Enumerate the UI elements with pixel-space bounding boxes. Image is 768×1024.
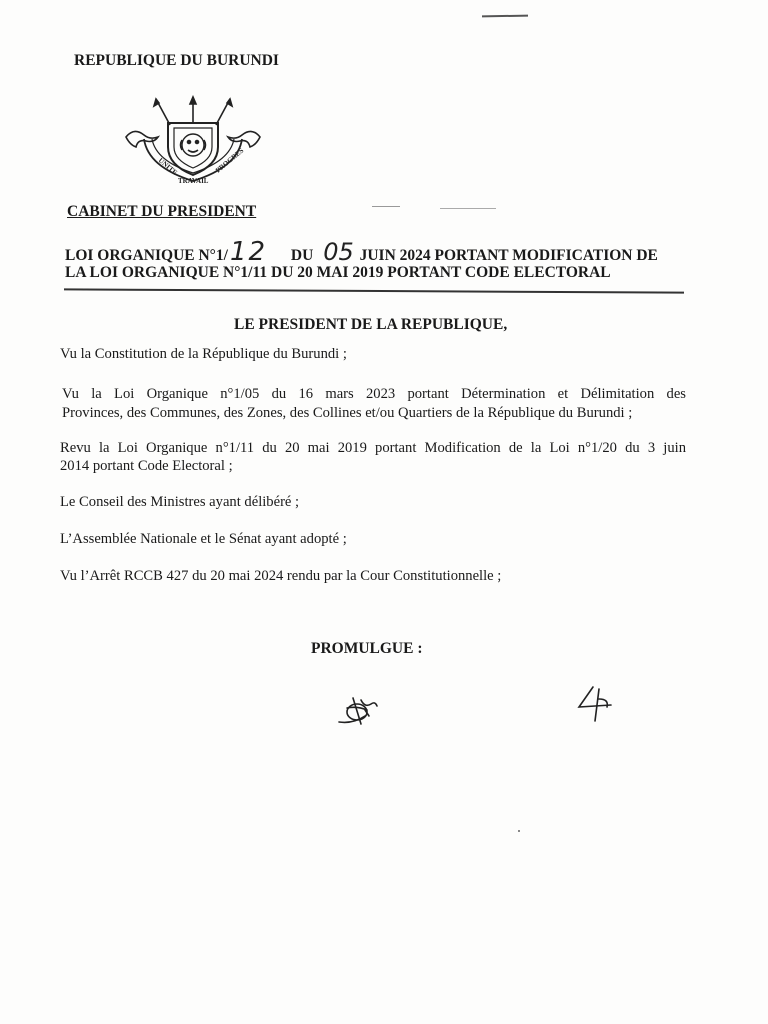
handwritten-law-number: 12 [229,237,268,267]
law-title-line-1 [65,237,658,267]
title-suffix: JUIN 2024 PORTANT MODIFICATION DE [359,247,658,264]
motto-travail: TRAVAIL [178,177,209,185]
signature-initials-right [575,683,615,725]
faint-mark [440,208,496,209]
emblem-drawing [118,95,268,190]
ink-mark [482,15,528,18]
consideration-loi-1-11-line-2: 2014 portant Code Electoral ; [60,458,233,474]
title-separator-line [64,288,684,293]
consideration-loi-1-05-line-2: Provinces, des Communes, des Zones, des Collines et/ou Quartiers de la République du Burundi ; [62,405,633,421]
president-heading: LE PRESIDENT DE LA REPUBLIQUE, [234,316,508,333]
consideration-loi-1-05-line-1: Vu la Loi Organique n°1/05 du 16 mars 2023 portant Détermination et Délimitation des [62,386,686,402]
coat-of-arms-emblem [118,95,268,190]
law-title-line-2: LA LOI ORGANIQUE N°1/11 DU 20 MAI 2019 PORTANT CODE ELECTORAL [65,264,611,281]
consideration-loi-1-11-line-1: Revu la Loi Organique n°1/11 du 20 mai 2019 portant Modification de la Loi n°1/20 du 3 juin [60,440,686,456]
consideration-assemblee: L’Assemblée Nationale et le Sénat ayant adopté ; [60,531,347,547]
motto-progres: PROGRES [214,146,246,175]
motto-unite: UNITE [156,156,179,177]
faint-mark [372,206,400,207]
title-du: DU [290,247,314,264]
consideration-conseil: Le Conseil des Ministres ayant délibéré ; [60,494,300,510]
cabinet-heading: CABINET DU PRESIDENT [67,203,257,220]
consideration-arret: Vu l’Arrêt RCCB 427 du 20 mai 2024 rendu par la Cour Constitutionnelle ; [60,568,502,584]
republic-heading: REPUBLIQUE DU BURUNDI [74,52,279,69]
speck [518,830,520,832]
initials-left-drawing [335,690,385,730]
handwritten-day: 05 [323,238,354,266]
title-prefix: LOI ORGANIQUE N°1/ [65,247,228,264]
promulgue-heading: PROMULGUE : [311,640,423,657]
initials-right-drawing [575,683,615,725]
signature-initials-left [335,690,385,730]
consideration-constitution: Vu la Constitution de la République du Burundi ; [60,346,347,362]
